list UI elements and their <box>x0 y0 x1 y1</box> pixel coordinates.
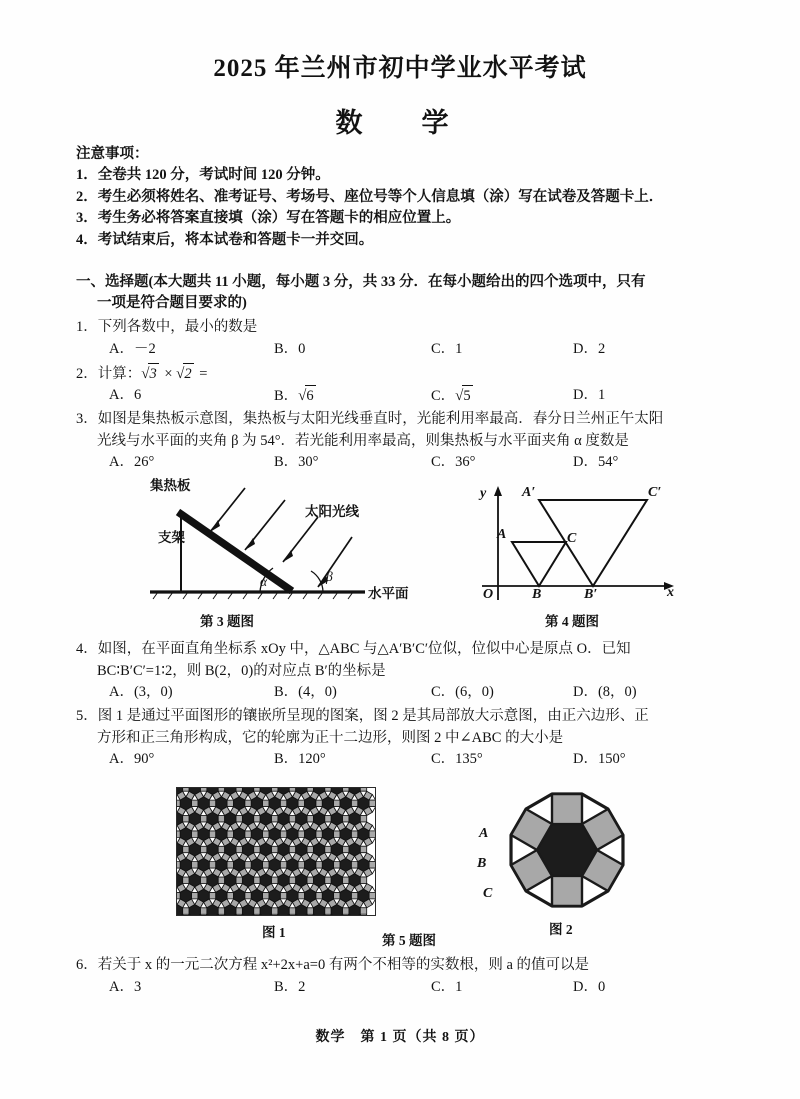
label-point-c: C <box>567 531 577 546</box>
figure-2-dodecagon <box>477 782 645 918</box>
figure-2-caption: 图 2 <box>549 922 573 937</box>
label-point-b: B <box>532 587 542 602</box>
label-vertex-a: A <box>479 826 489 841</box>
label-point-c-prime: C′ <box>648 485 662 500</box>
notice-item: 4．考试结束后，将本试卷和答题卡一并交回。 <box>76 231 374 248</box>
sqrt-2-expr: √2 <box>176 363 195 386</box>
option-a[interactable]: A．26° <box>109 454 155 470</box>
question-1-stem <box>76 317 736 339</box>
figure-question-4 <box>470 482 720 629</box>
figure-4-caption: 第 4 题图 <box>545 614 599 629</box>
question-2-text: 计算： <box>97 365 142 382</box>
question-2-number: 2． <box>76 365 98 382</box>
question-6-options <box>76 977 736 998</box>
dodecagon-detail-diagram <box>495 782 645 918</box>
question-4-options <box>76 682 736 703</box>
question-5-options <box>76 749 736 770</box>
question-5-stem <box>76 706 736 749</box>
question-2-stem: 2．计算：√3 × √2 = <box>76 363 736 386</box>
question-4-number: 4． <box>76 641 98 657</box>
question-4-text-line-1: 如图，在平面直角坐标系 xOy 中，△ABC 与△A′B′C′位似，位似中心是原点 O．已知 <box>97 641 631 657</box>
option-a[interactable]: A．6 <box>109 387 142 403</box>
option-b[interactable]: B．0 <box>274 340 306 357</box>
question-4 <box>76 639 736 703</box>
question-6 <box>76 955 736 998</box>
question-1 <box>76 317 736 360</box>
exam-title: 2025 年兰州市初中学业水平考试 <box>213 55 587 82</box>
option-b[interactable]: B．30° <box>274 454 319 470</box>
option-a[interactable]: A．(3，0) <box>109 684 173 700</box>
question-5 <box>76 706 736 770</box>
option-c[interactable]: C．1 <box>431 340 463 357</box>
option-c[interactable]: C．36° <box>431 454 476 470</box>
tessellation-pattern <box>177 788 375 915</box>
question-6-number: 6． <box>76 957 98 973</box>
sqrt-3-expr: √3 <box>141 363 160 386</box>
option-d[interactable]: D．2 <box>573 340 606 357</box>
question-1-number: 1． <box>76 319 98 335</box>
notice-item: 1．全卷共 120 分，考试时间 120 分钟。 <box>76 167 330 183</box>
label-point-a-prime: A′ <box>522 485 536 500</box>
figure-1-tessellation <box>176 787 376 916</box>
question-3-options <box>76 452 736 473</box>
label-support: 支架 <box>158 530 185 545</box>
question-5-text-line-1: 图 1 是通过平面图形的镶嵌所呈现的图案，图 2 是其局部放大示意图，由正六边形、正 <box>97 708 649 724</box>
option-d[interactable]: D．0 <box>573 978 606 995</box>
label-origin: O <box>483 587 494 602</box>
option-a[interactable]: A．3 <box>109 978 142 995</box>
figure-5-caption: 第 5 题图 <box>382 933 436 948</box>
question-5-number: 5． <box>76 708 98 724</box>
option-d[interactable]: D．54° <box>573 454 619 470</box>
notice-heading: 注意事项： <box>76 146 149 162</box>
notice-item: 2．考生必须将姓名、准考证号、考场号、座位号等个人信息填（涂）写在试卷及答题卡上． <box>76 188 664 205</box>
question-3 <box>76 409 736 473</box>
question-5-text-line-2: 方形和正三角形构成，它的轮廓为正十二边形，则图 2 中∠ABC 的大小是 <box>97 729 564 746</box>
section-heading-line-1: 一、选择题(本大题共 11 小题，每小题 3 分，共 33 分．在每小题给出的四个选项中，只有 <box>76 274 646 290</box>
page-footer: 数学 第 1 页（共 8 页） <box>315 1030 485 1045</box>
question-4-stem <box>76 639 736 682</box>
label-sun-rays: 太阳光线 <box>305 504 359 519</box>
label-y-axis: y <box>480 486 487 501</box>
label-x-axis: x <box>667 585 674 600</box>
option-c[interactable]: C．√5 <box>431 385 475 408</box>
option-b[interactable]: B．√6 <box>274 385 318 408</box>
question-2-options <box>76 385 736 406</box>
question-2 <box>76 363 736 407</box>
question-1-text: 下列各数中，最小的数是 <box>97 319 258 335</box>
option-d[interactable]: D．1 <box>573 387 606 403</box>
label-collector-plate: 集热板 <box>150 478 191 493</box>
option-d[interactable]: D．150° <box>573 751 626 767</box>
option-c[interactable]: C．(6，0) <box>431 684 494 700</box>
option-b[interactable]: B．2 <box>274 978 306 995</box>
question-3-stem <box>76 409 736 452</box>
question-3-number: 3． <box>76 411 98 427</box>
figure-1-caption: 图 1 <box>262 925 286 940</box>
option-b[interactable]: B．(4，0) <box>274 684 337 700</box>
option-b[interactable]: B．120° <box>274 751 326 767</box>
question-1-options <box>76 339 736 360</box>
subject-title: 数 学 <box>335 108 465 138</box>
label-vertex-b: B <box>477 856 487 871</box>
option-c[interactable]: C．135° <box>431 751 483 767</box>
label-point-a: A <box>497 527 507 542</box>
question-3-text-line-2: 光线与水平面的夹角 β 为 54°．若光能利用率最高，则集热板与水平面夹角 α 度数是 <box>97 432 629 449</box>
label-angle-beta: β <box>326 569 333 584</box>
figure-question-3 <box>140 478 440 629</box>
option-a[interactable]: A．90° <box>109 751 155 767</box>
section-heading-line-2: 一项是符合题目要求的) <box>97 295 247 311</box>
label-vertex-c: C <box>483 886 493 901</box>
question-3-text-line-1: 如图是集热板示意图，集热板与太阳光线垂直时，光能利用率最高．春分日兰州正午太阳 <box>97 411 664 427</box>
question-6-stem <box>76 955 736 977</box>
option-d[interactable]: D．(8，0) <box>573 684 637 700</box>
option-c[interactable]: C．1 <box>431 978 463 995</box>
question-6-text: 若关于 x 的一元二次方程 x²+2x+a=0 有两个不相等的实数根，则 a 的值可以是 <box>97 957 589 973</box>
figure-3-caption: 第 3 题图 <box>200 614 254 629</box>
label-point-b-prime: B′ <box>584 587 598 602</box>
question-4-text-line-2: BC∶B′C′=1∶2，则 B(2，0)的对应点 B′的坐标是 <box>97 662 386 679</box>
notice-item: 3．考生务必将答案直接填（涂）写在答题卡的相应位置上。 <box>76 210 461 226</box>
notice-list <box>76 165 736 251</box>
option-a[interactable]: A．－2 <box>109 340 156 357</box>
label-horizontal-plane: 水平面 <box>368 586 409 601</box>
label-angle-alpha: α <box>260 574 268 589</box>
section-heading-multiple-choice <box>76 272 736 314</box>
